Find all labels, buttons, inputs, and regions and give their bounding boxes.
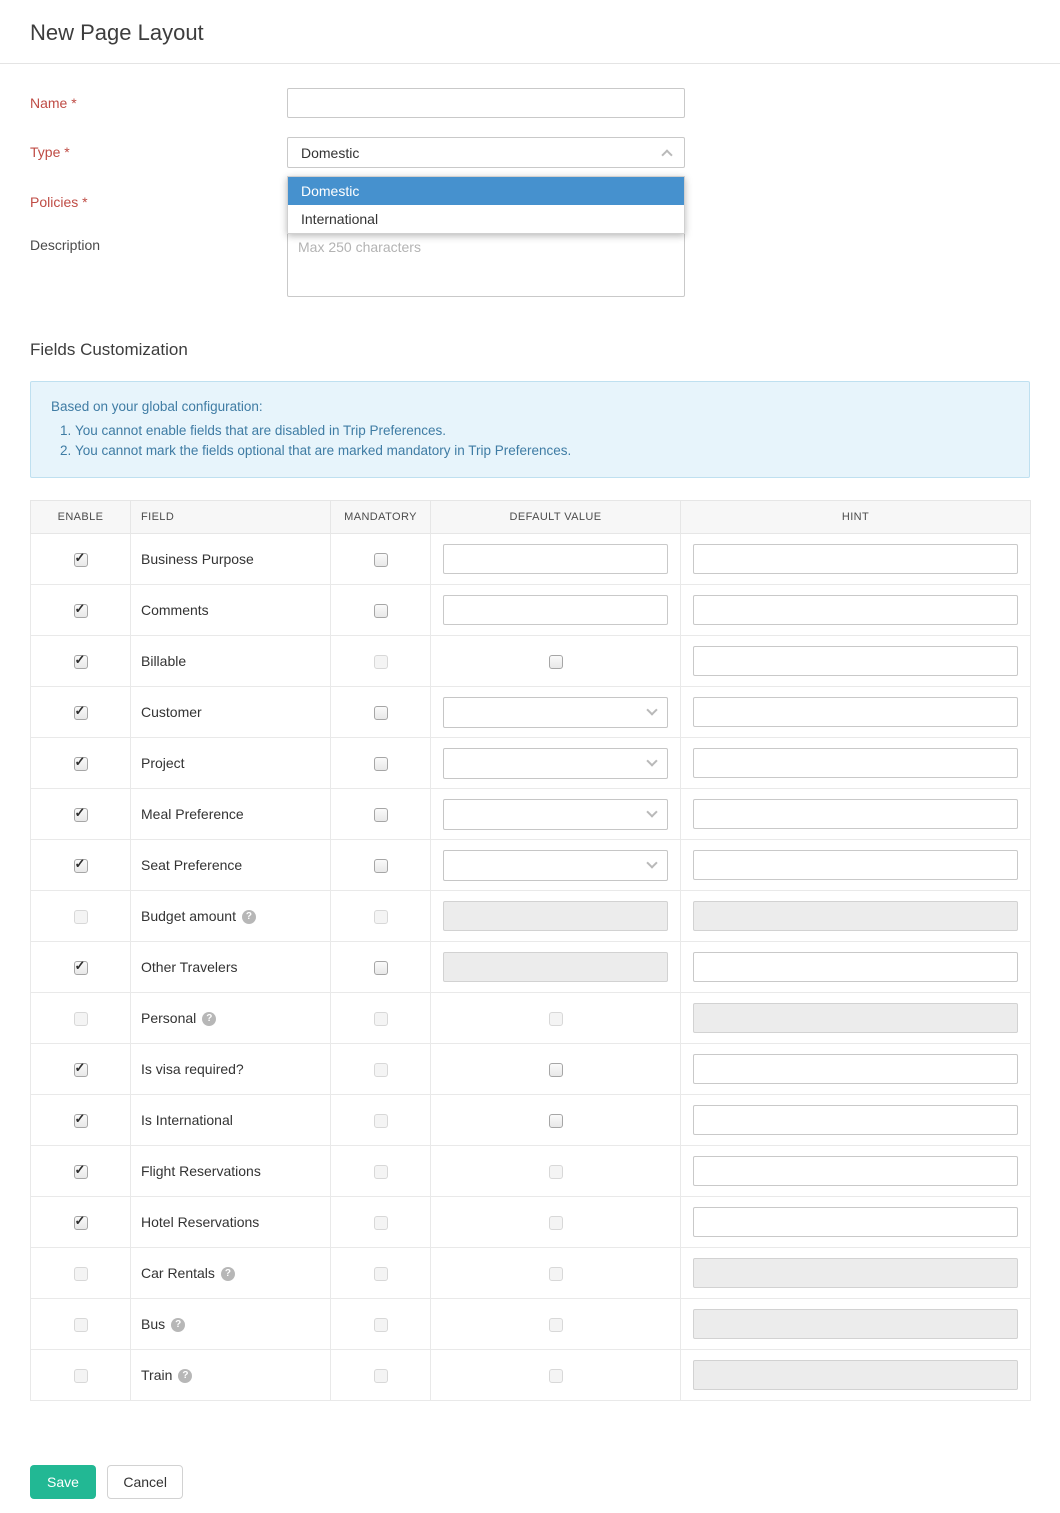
default-value-cell [431,1044,681,1095]
enable-cell [31,687,131,738]
field-label: Bus [141,1315,166,1332]
default-value-select[interactable] [443,850,668,881]
default-value-checkbox [549,1216,563,1230]
mandatory-checkbox [374,1165,388,1179]
table-row [31,687,1031,738]
mandatory-cell [331,993,431,1044]
field-cell [131,1044,331,1095]
field-cell [131,891,331,942]
field-cell [131,993,331,1044]
default-value-cell [431,891,681,942]
name-row [30,88,1030,118]
table-row [31,1095,1031,1146]
default-value-checkbox[interactable] [549,1114,563,1128]
default-value-cell [431,687,681,738]
default-value-cell [431,534,681,585]
hint-cell [681,1299,1031,1350]
default-value-select[interactable] [443,697,668,728]
default-value-cell [431,1350,681,1401]
hint-cell [681,993,1031,1044]
mandatory-checkbox [374,1012,388,1026]
field-cell [131,1350,331,1401]
fields-customization-heading: Fields Customization [30,340,188,359]
field-cell [131,738,331,789]
check-icon: ✓ [74,703,86,719]
column-header-mandatory: MANDATORY [331,501,431,534]
table-row [31,1350,1031,1401]
enable-checkbox[interactable] [74,550,88,567]
table-row [31,1044,1031,1095]
hint-input[interactable] [693,799,1018,829]
hint-input [693,1309,1018,1339]
enable-checkbox[interactable] [74,1162,88,1179]
hint-input[interactable] [693,1207,1018,1237]
check-icon: ✓ [74,601,86,617]
hint-cell [681,789,1031,840]
default-value-cell [431,840,681,891]
notice-item: 2. You cannot mark the fields optional that are marked mandatory in Trip Preferences. [75,443,1009,458]
mandatory-cell [331,891,431,942]
type-dropdown-menu [287,176,685,234]
field-cell [131,1095,331,1146]
description-textarea[interactable] [287,230,685,297]
hint-cell [681,1197,1031,1248]
enable-cell [31,636,131,687]
field-cell [131,789,331,840]
table-row [31,891,1031,942]
field-label: Hotel Reservations [141,1214,260,1230]
mandatory-checkbox[interactable] [374,757,388,771]
description-row [30,230,1030,302]
field-label: Other Travelers [141,959,238,975]
check-icon: ✓ [74,856,86,872]
table-row [31,636,1031,687]
check-icon: ✓ [74,1162,86,1178]
description-label: Description [30,237,101,253]
enable-cell [31,738,131,789]
field-label: Is visa required? [141,1061,244,1077]
help-icon: ? [171,1318,185,1332]
enable-checkbox [74,1267,88,1281]
mandatory-checkbox [374,1063,388,1077]
page-header [0,0,1060,64]
enable-checkbox[interactable] [74,1060,88,1077]
save-button[interactable]: Save [30,1465,96,1499]
field-label: Budget amount [141,907,236,924]
enable-checkbox[interactable] [74,601,88,618]
field-label: Is International [141,1112,233,1128]
name-input[interactable] [287,88,685,118]
page-content [0,88,1060,1513]
check-icon: ✓ [74,754,86,770]
field-label: Train [141,1366,173,1383]
hint-input[interactable] [693,697,1018,727]
type-label: Type * [30,144,70,160]
default-value-select[interactable] [443,799,668,830]
default-value-checkbox [549,1369,563,1383]
default-value-checkbox [549,1267,563,1281]
default-value-cell [431,1299,681,1350]
mandatory-checkbox[interactable] [374,604,388,618]
default-value-input [443,952,668,982]
enable-checkbox [74,1012,88,1026]
dropdown-option-international[interactable]: International [301,211,379,227]
enable-checkbox[interactable] [74,1111,88,1128]
enable-checkbox[interactable] [74,1213,88,1230]
check-icon: ✓ [74,805,86,821]
hint-input[interactable] [693,850,1018,880]
enable-checkbox [74,910,88,924]
hint-cell [681,585,1031,636]
mandatory-cell [331,1044,431,1095]
hint-input[interactable] [693,1105,1018,1135]
form-actions [30,1465,1030,1513]
cancel-button[interactable]: Cancel [107,1465,183,1499]
notice-list [51,423,1009,458]
field-label: Customer [141,704,202,720]
enable-cell [31,789,131,840]
field-cell [131,1299,331,1350]
table-row [31,534,1031,585]
default-value-cell [431,1248,681,1299]
hint-input[interactable] [693,1156,1018,1186]
check-icon: ✓ [74,958,86,974]
default-value-input [443,901,668,931]
default-value-cell [431,585,681,636]
mandatory-checkbox [374,1318,388,1332]
hint-cell [681,840,1031,891]
column-header-enable: ENABLE [31,501,131,534]
dropdown-option-domestic[interactable]: Domestic [288,177,684,205]
default-value-select[interactable] [443,748,668,779]
default-value-checkbox[interactable] [549,655,563,669]
hint-cell [681,891,1031,942]
field-label: Meal Preference [141,806,244,822]
table-row [31,1197,1031,1248]
hint-cell [681,534,1031,585]
table-row [31,738,1031,789]
default-value-checkbox [549,1165,563,1179]
enable-checkbox[interactable] [74,958,88,975]
table-row [31,1248,1031,1299]
hint-input [693,1003,1018,1033]
mandatory-cell [331,534,431,585]
mandatory-checkbox[interactable] [374,961,388,975]
table-header-row [31,501,1031,534]
chevron-down-icon [646,704,657,715]
table-row [31,1146,1031,1197]
enable-checkbox [74,1369,88,1383]
default-value-cell [431,636,681,687]
default-value-checkbox [549,1012,563,1026]
chevron-up-icon [661,149,672,160]
chevron-down-icon [646,755,657,766]
enable-cell [31,1248,131,1299]
mandatory-checkbox[interactable] [374,808,388,822]
hint-cell [681,738,1031,789]
table-row [31,840,1031,891]
help-icon: ? [221,1267,235,1281]
help-icon: ? [202,1012,216,1026]
global-config-notice [30,381,1030,478]
mandatory-cell [331,687,431,738]
field-label: Billable [141,653,187,669]
field-cell [131,840,331,891]
table-row [31,942,1031,993]
field-cell [131,942,331,993]
chevron-down-icon [646,857,657,868]
hint-cell [681,1248,1031,1299]
hint-input [693,901,1018,931]
enable-cell [31,534,131,585]
hint-cell [681,1146,1031,1197]
table-row [31,1299,1031,1350]
field-cell [131,1146,331,1197]
check-icon: ✓ [74,1111,86,1127]
enable-cell [31,891,131,942]
field-label: Seat Preference [141,857,243,873]
chevron-down-icon [646,806,657,817]
page-title: New Page Layout [30,20,204,45]
enable-cell [31,993,131,1044]
enable-checkbox[interactable] [74,652,88,669]
default-value-checkbox [549,1318,563,1332]
mandatory-cell [331,1350,431,1401]
mandatory-cell [331,738,431,789]
default-value-cell [431,993,681,1044]
mandatory-checkbox [374,1369,388,1383]
default-value-input[interactable] [443,544,668,574]
column-header-default-value: DEFAULT VALUE [431,501,681,534]
enable-cell [31,1044,131,1095]
enable-cell [31,1350,131,1401]
mandatory-cell [331,1095,431,1146]
type-select[interactable] [287,137,685,168]
hint-input[interactable] [693,544,1018,574]
name-label: Name * [30,95,77,111]
mandatory-cell [331,789,431,840]
field-cell [131,1197,331,1248]
table-row [31,993,1031,1044]
default-value-cell [431,789,681,840]
hint-input[interactable] [693,646,1018,676]
field-cell [131,534,331,585]
column-header-hint: HINT [681,501,1031,534]
field-label: Comments [141,602,209,618]
layout-form [30,88,1030,302]
enable-cell [31,1095,131,1146]
check-icon: ✓ [74,652,86,668]
field-cell [131,636,331,687]
help-icon: ? [242,910,256,924]
hint-input[interactable] [693,748,1018,778]
notice-item: 1. You cannot enable fields that are disabled in Trip Preferences. [75,423,1009,438]
type-select-value: Domestic [301,144,360,161]
mandatory-cell [331,636,431,687]
default-value-checkbox[interactable] [549,1063,563,1077]
policies-label: Policies * [30,194,88,210]
hint-cell [681,1044,1031,1095]
field-label: Project [141,755,185,771]
enable-checkbox[interactable] [74,856,88,873]
default-value-input[interactable] [443,595,668,625]
mandatory-checkbox [374,655,388,669]
mandatory-cell [331,1146,431,1197]
field-cell [131,687,331,738]
column-header-field: FIELD [131,501,331,534]
default-value-cell [431,1197,681,1248]
enable-checkbox[interactable] [74,703,88,720]
mandatory-cell [331,942,431,993]
hint-input [693,1360,1018,1390]
check-icon: ✓ [74,1213,86,1229]
table-row [31,789,1031,840]
enable-cell [31,585,131,636]
hint-input[interactable] [693,952,1018,982]
mandatory-checkbox[interactable] [374,706,388,720]
hint-input[interactable] [693,595,1018,625]
mandatory-cell [331,1248,431,1299]
enable-cell [31,840,131,891]
mandatory-cell [331,1299,431,1350]
mandatory-checkbox [374,1216,388,1230]
mandatory-checkbox [374,1267,388,1281]
mandatory-cell [331,585,431,636]
table-row [31,585,1031,636]
default-value-cell [431,1146,681,1197]
enable-checkbox [74,1318,88,1332]
mandatory-checkbox[interactable] [374,859,388,873]
mandatory-cell [331,840,431,891]
fields-table [30,500,1031,1401]
default-value-cell [431,942,681,993]
field-label: Car Rentals [141,1264,215,1281]
enable-cell [31,1299,131,1350]
hint-cell [681,1350,1031,1401]
default-value-cell [431,1095,681,1146]
hint-cell [681,1095,1031,1146]
enable-checkbox[interactable] [74,754,88,771]
check-icon: ✓ [74,550,86,566]
enable-cell [31,1146,131,1197]
hint-input [693,1258,1018,1288]
default-value-cell [431,738,681,789]
mandatory-checkbox[interactable] [374,553,388,567]
notice-intro: Based on your global configuration: [51,399,263,414]
enable-cell [31,1197,131,1248]
mandatory-checkbox [374,910,388,924]
hint-input[interactable] [693,1054,1018,1084]
field-cell [131,1248,331,1299]
check-icon: ✓ [74,1060,86,1076]
enable-cell [31,942,131,993]
mandatory-cell [331,1197,431,1248]
hint-cell [681,636,1031,687]
field-cell [131,585,331,636]
enable-checkbox[interactable] [74,805,88,822]
hint-cell [681,687,1031,738]
help-icon: ? [178,1369,192,1383]
field-label: Personal [141,1009,197,1026]
field-label: Flight Reservations [141,1163,261,1179]
mandatory-checkbox [374,1114,388,1128]
field-label: Business Purpose [141,551,254,567]
hint-cell [681,942,1031,993]
